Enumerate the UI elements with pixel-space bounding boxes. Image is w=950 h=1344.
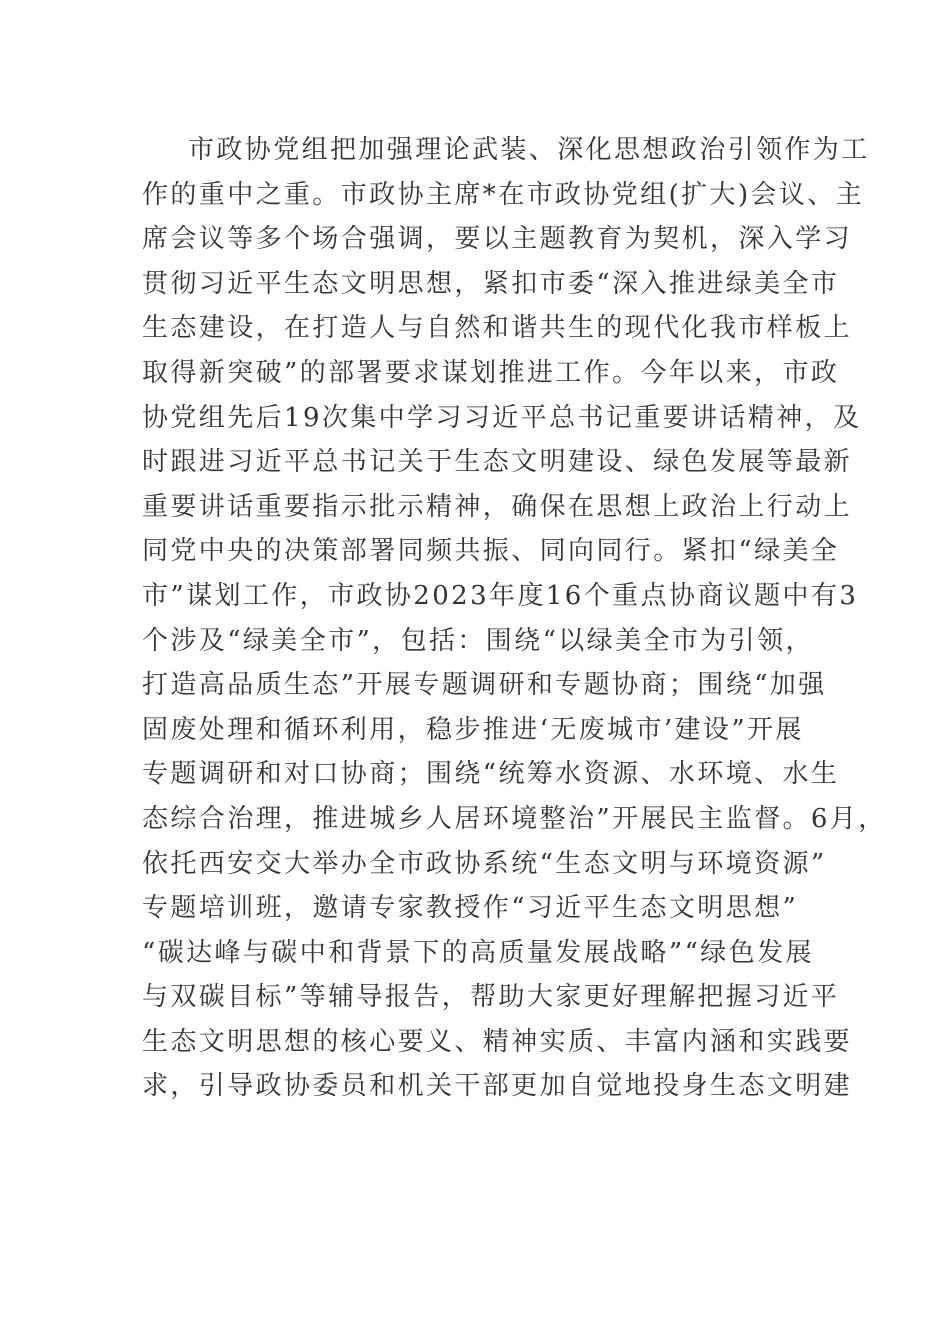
paragraph-line: 贯彻习近平生态文明思想，紧扣市委“深入推进绿美全市 — [142, 268, 840, 299]
paragraph-line: 专题调研和对口协商；围绕“统筹水资源、水环境、水生 — [142, 759, 840, 790]
paragraph-line: 专题培训班，邀请专家教授作“习近平生态文明思想” — [142, 893, 799, 924]
paragraph-line: 重要讲话重要指示批示精神，确保在思想上政治上行动上 — [142, 491, 853, 522]
paragraph-line: 求，引导政协委员和机关干部更加自觉地投身生态文明建 — [142, 1071, 853, 1102]
paragraph-line: 市”谋划工作，市政协2023年度16个重点协商议题中有3 — [142, 580, 859, 611]
paragraph-line: 取得新突破”的部署要求谋划推进工作。今年以来，市政 — [142, 357, 840, 388]
paragraph-line: 作的重中之重。市政协主席*在市政协党组(扩大)会议、主 — [142, 179, 865, 210]
paragraph-line: 席会议等多个场合强调，要以主题教育为契机，深入学习 — [142, 224, 853, 255]
paragraph-line: “碳达峰与碳中和背景下的高质量发展战略”“绿色发展 — [142, 937, 814, 968]
paragraph-line: 打造高品质生态”开展专题调研和专题协商；围绕“加强 — [142, 670, 827, 701]
paragraph-line: 生态文明思想的核心要义、精神实质、丰富内涵和实践要 — [142, 1026, 853, 1057]
body-paragraph — [142, 128, 887, 1109]
paragraph-line: 生态建设，在打造人与自然和谐共生的现代化我市样板上 — [142, 313, 853, 344]
paragraph-line: 与双碳目标”等辅导报告，帮助大家更好理解把握习近平 — [142, 982, 840, 1013]
paragraph-line: 市政协党组把加强理论武装、深化思想政治引领作为工 — [188, 135, 870, 165]
paragraph-line: 协党组先后19次集中学习习近平总书记重要讲话精神，及 — [142, 402, 862, 433]
paragraph-line: 时跟进习近平总书记关于生态文明建设、绿色发展等最新 — [142, 447, 853, 478]
paragraph-line: 依托西安交大举办全市政协系统“生态文明与环境资源” — [142, 848, 827, 879]
paragraph-line: 同党中央的决策部署同频共振、同向同行。紧扣“绿美全 — [142, 536, 840, 567]
paragraph-line: 个涉及“绿美全市”，包括：围绕“以绿美全市为引领， — [142, 625, 814, 656]
paragraph-line: 固废处理和循环利用，稳步推进‘无废城市’建设”开展 — [142, 714, 804, 745]
paragraph-line: 态综合治理，推进城乡人居环境整治”开展民主监督。6月， — [142, 803, 887, 834]
